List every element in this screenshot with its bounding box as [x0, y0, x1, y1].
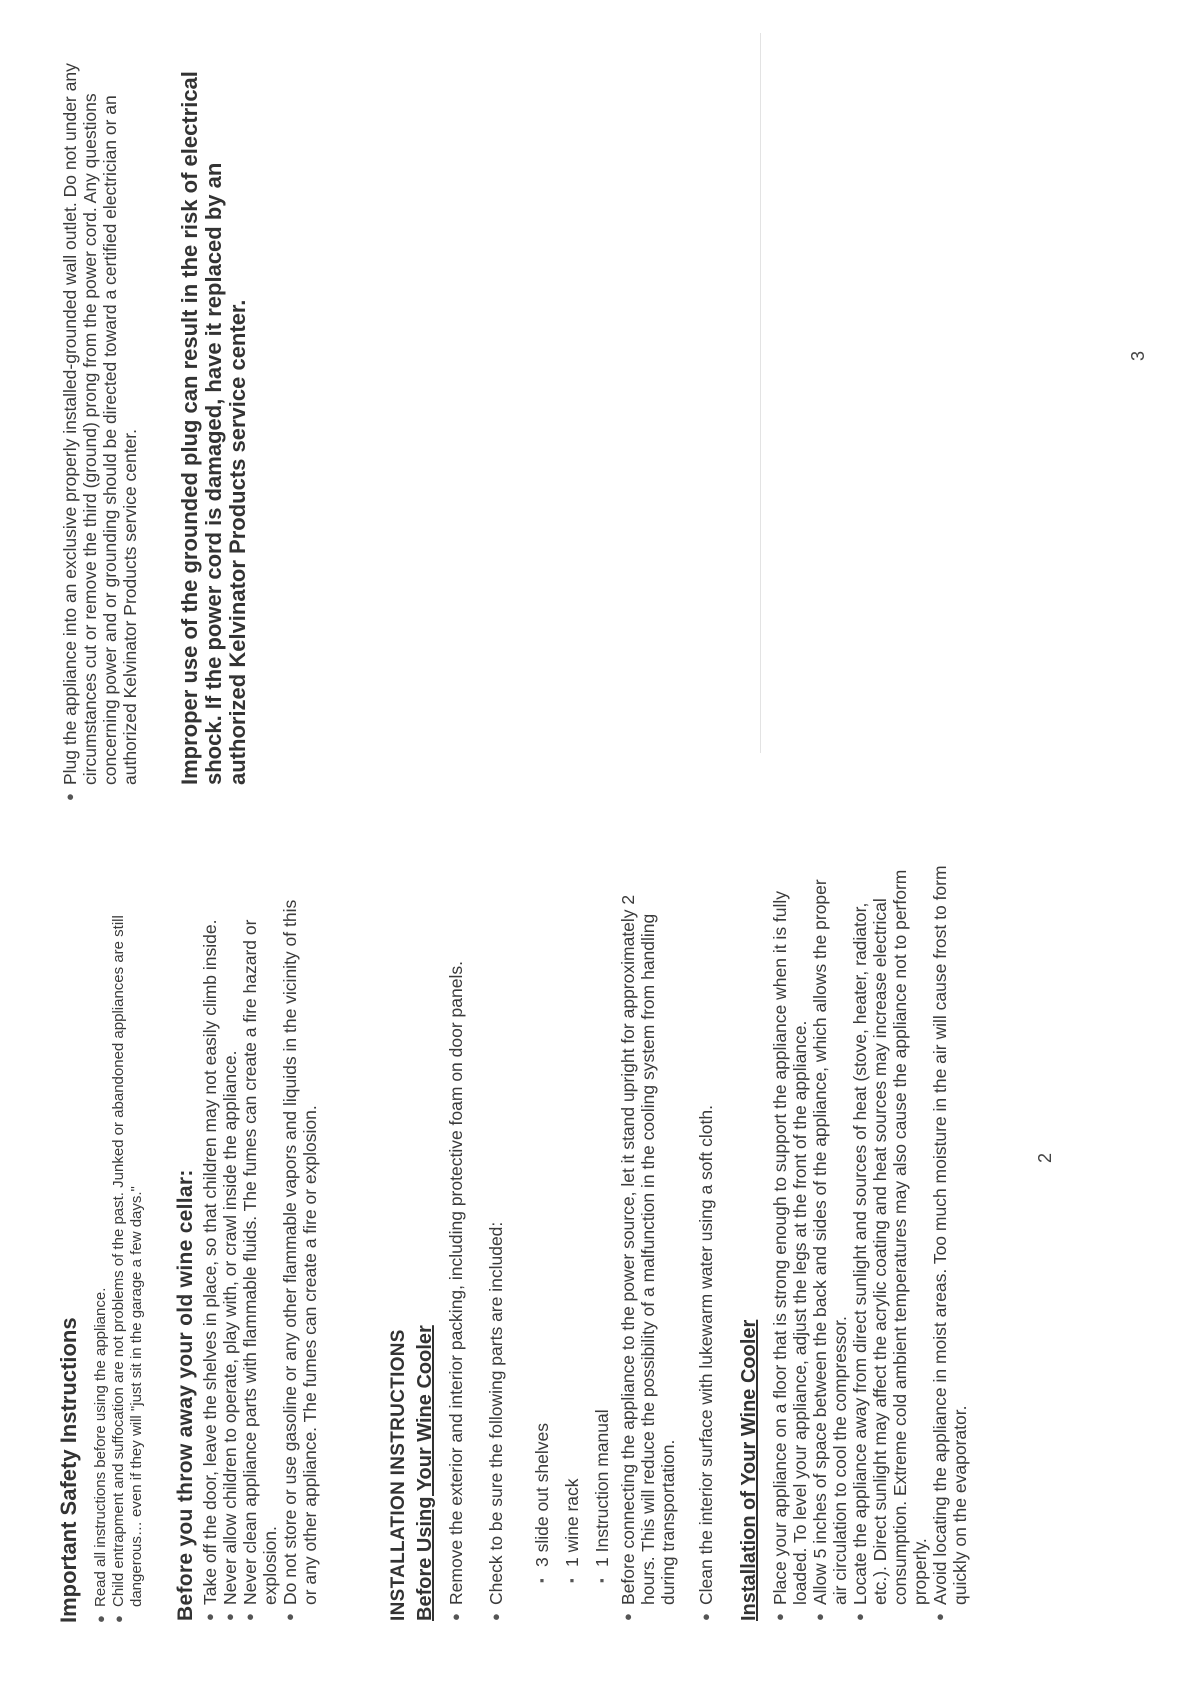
page-number: 3 [1128, 350, 1148, 361]
list-item: ● Remove the exterior and interior packing, including protective foam on door panels. [446, 961, 466, 1621]
installation-heading: Installation of Your Wine Cooler [738, 1319, 760, 1621]
throwaway-list [200, 881, 320, 1621]
throwaway-heading: Before you throw away your old wine cellar: [174, 1169, 197, 1621]
list-item: ● Do not store or use gasoline or any other flammable vapors and liquids in the vicinity of this or any other appliance. The fumes can create a fire or explosion. [280, 899, 320, 1621]
page-2 [0, 841, 1190, 1683]
list-item: ● Check to be sure the following parts are included: [486, 1221, 506, 1621]
list-item: ● Avoid locating the appliance in moist areas. Too much moisture in the air will cause frost to form quickly on the evaporator. [930, 865, 970, 1621]
installation-instructions-heading: INSTALLATION INSTRUCTIONS [388, 1329, 409, 1621]
page-3 [0, 0, 1190, 841]
list-item: ● Before connecting the appliance to the power source, let it stand upright for approximately 2 hours. This will reduce the possibility of a malfunction in the cooling system from handling during transportation. [618, 894, 678, 1621]
plug-list [60, 61, 140, 801]
list-item: ▪ 3 slide out shelves [532, 1423, 552, 1583]
preparation-list [618, 881, 716, 1621]
installation-list [770, 861, 970, 1621]
before-using-list [446, 861, 506, 1621]
list-item: ● Child entrapment and suffocation are not problems of the past. Junked or abandoned appliances are still dangerous… even if they will "just sit in the garage a few days." [110, 915, 145, 1623]
list-item: ▪ 1 wine rack [562, 1478, 582, 1583]
list-item: ● Allow 5 inches of space between the back and sides of the appliance, which allows the proper air circulation to cool the compressor. [810, 879, 850, 1621]
safety-heading: Important Safety Instructions [56, 1317, 81, 1623]
list-item: ● Take off the door, leave the shelves in place, so that children may not easily climb inside. [200, 919, 220, 1621]
list-item: ● Plug the appliance into an exclusive properly installed-grounded wall outlet. Do not under any circumstances cut or remove the third (ground) prong from the power cord. Any questions concerning power and or grounding should be directed toward a certified electrician or an authorized Kelvinator Products service center. [60, 63, 140, 801]
list-item: ● Clean the interior surface with lukewarm water using a soft cloth. [696, 1105, 716, 1621]
list-item: ▪ 1 Instruction manual [592, 1409, 612, 1583]
page-number: 2 [1035, 1152, 1055, 1163]
safety-list [92, 863, 146, 1623]
parts-list [532, 1083, 612, 1583]
list-item: ● Locate the appliance away from direct sunlight and sources of heat (stove, heater, radiator, etc.). Direct sunlight may affect the acrylic coating and heat sources may increase electrical consumption. Extreme cold ambient temperatures may also cause the appliance not to perform properly. [850, 869, 930, 1621]
list-item: ● Never allow children to operate, play with, or crawl inside the appliance. [220, 1050, 240, 1621]
before-using-heading: Before Using Your Wine Cooler [414, 1325, 436, 1621]
grounding-warning: Improper use of the grounded plug can result in the risk of electrical shock. If the power cord is damaged, have it replaced by an authorized Kelvinator Products service center. [177, 71, 250, 785]
list-item: ● Read all instructions before using the appliance. [92, 1287, 109, 1623]
list-item: ● Never clean appliance parts with flammable fluids. The fumes can create a fire hazard or explosion. [240, 919, 280, 1621]
list-item: ● Place your appliance on a floor that is strong enough to support the appliance when it is fully loaded. To level your appliance, adjust the legs at the front of the appliance. [770, 890, 810, 1621]
